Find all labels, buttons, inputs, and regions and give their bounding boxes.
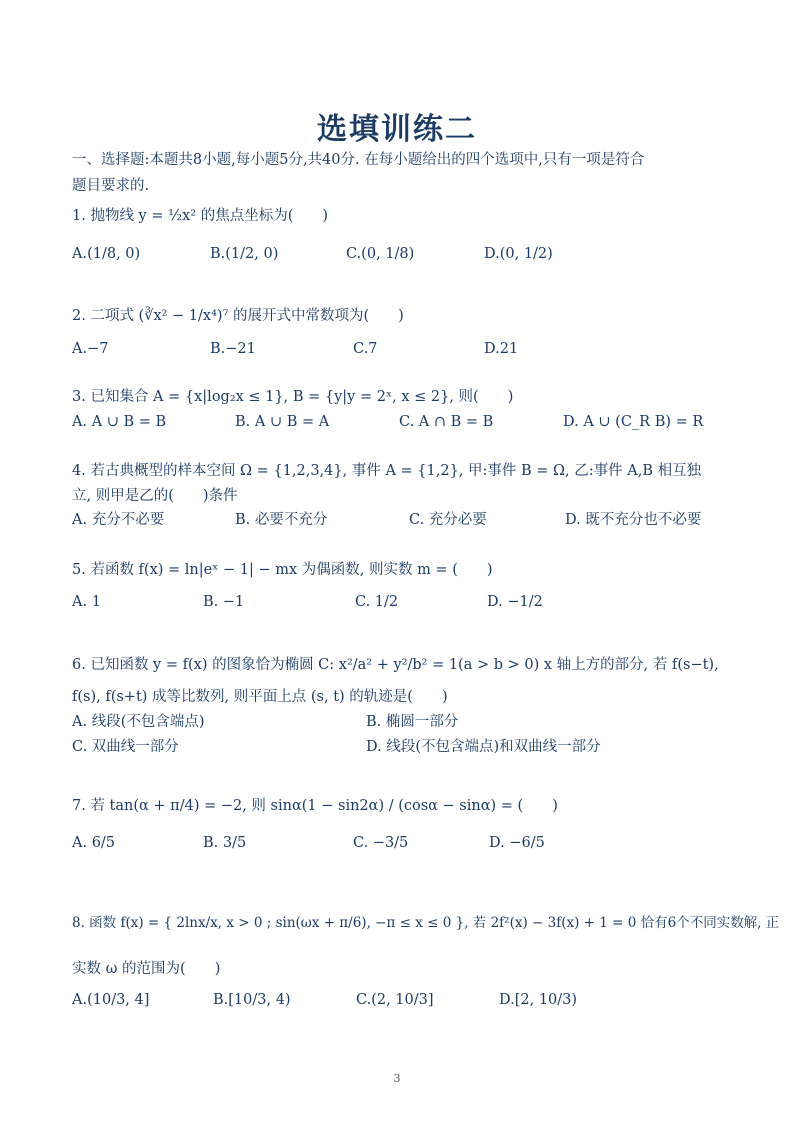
question-6-stem-cont: f(s), f(s+t) 成等比数列, 则平面上点 (s, t) 的轨迹是( ) — [72, 689, 448, 705]
question-5-option-d: D. −1/2 — [487, 594, 543, 610]
question-2-option-a: A.−7 — [72, 341, 109, 357]
question-8-stem: 8. 函数 f(x) = { 2lnx/x, x > 0 ; sin(ωx + π/6), −π ≤ x ≤ 0 }, 若 2f²(x) − 3f(x) + 1 = 0 恰有6个不同实数解, 正 — [72, 915, 780, 931]
question-1-stem: 1. 抛物线 y = ½x² 的焦点坐标为( ) — [72, 208, 329, 224]
section-intro-line1: 一、选择题:本题共8小题,每小题5分,共40分. 在每小题给出的四个选项中,只有一项是符合 — [72, 152, 645, 168]
question-1-option-c: C.(0, 1/8) — [346, 246, 415, 262]
question-1-option-a: A.(1/8, 0) — [72, 246, 141, 262]
question-4-stem: 4. 若古典概型的样本空间 Ω = {1,2,3,4}, 事件 A = {1,2}, 甲:事件 B = Ω, 乙:事件 A,B 相互独 — [72, 463, 702, 479]
question-7-option-b: B. 3/5 — [203, 835, 247, 851]
question-2-option-b: B.−21 — [210, 341, 256, 357]
question-6-option-b: B. 椭圆一部分 — [366, 714, 459, 730]
question-4-option-a: A. 充分不必要 — [72, 512, 165, 528]
question-2-stem: 2. 二项式 (∛x² − 1/x⁴)⁷ 的展开式中常数项为( ) — [72, 308, 404, 324]
question-7-stem: 7. 若 tan(α + π/4) = −2, 则 sinα(1 − sin2α) / (cosα − sinα) = ( ) — [72, 798, 558, 814]
question-8-option-c: C.(2, 10/3] — [356, 992, 434, 1008]
question-4-stem-cont: 立, 则甲是乙的( )条件 — [72, 488, 238, 504]
question-6-option-c: C. 双曲线一部分 — [72, 739, 179, 755]
page-number: 3 — [393, 1072, 401, 1085]
question-2-option-d: D.21 — [484, 341, 519, 357]
question-8-stem-cont: 实数 ω 的范围为( ) — [72, 961, 221, 977]
question-6-stem: 6. 已知函数 y = f(x) 的图象恰为椭圆 C: x²/a² + y²/b² = 1(a > b > 0) x 轴上方的部分, 若 f(s−t), — [72, 657, 719, 673]
question-3-option-d: D. A ∪ (C_R B) = R — [563, 414, 704, 430]
question-6-option-d: D. 线段(不包含端点)和双曲线一部分 — [366, 739, 601, 755]
question-7-option-a: A. 6/5 — [72, 835, 116, 851]
question-4-option-b: B. 必要不充分 — [235, 512, 328, 528]
question-5-option-b: B. −1 — [203, 594, 245, 610]
question-3-option-a: A. A ∪ B = B — [72, 414, 167, 430]
question-8-option-a: A.(10/3, 4] — [72, 992, 150, 1008]
question-7-option-c: C. −3/5 — [353, 835, 409, 851]
question-5-option-c: C. 1/2 — [355, 594, 399, 610]
question-6-option-a: A. 线段(不包含端点) — [72, 714, 205, 730]
question-8-option-d: D.[2, 10/3) — [499, 992, 578, 1008]
question-3-stem: 3. 已知集合 A = {x|log₂x ≤ 1}, B = {y|y = 2ˣ, x ≤ 2}, 则( ) — [72, 389, 514, 405]
question-5-stem: 5. 若函数 f(x) = ln|eˣ − 1| − mx 为偶函数, 则实数 m = ( ) — [72, 562, 493, 578]
question-4-option-d: D. 既不充分也不必要 — [565, 512, 702, 528]
question-1-option-b: B.(1/2, 0) — [210, 246, 279, 262]
page-title: 选填训练二 — [317, 112, 477, 147]
section-intro-line2: 题目要求的. — [72, 178, 150, 194]
question-3-option-b: B. A ∪ B = A — [235, 414, 330, 430]
question-5-option-a: A. 1 — [72, 594, 101, 610]
question-2-option-c: C.7 — [353, 341, 378, 357]
question-7-option-d: D. −6/5 — [489, 835, 545, 851]
question-4-option-c: C. 充分必要 — [409, 512, 487, 528]
question-3-option-c: C. A ∩ B = B — [399, 414, 494, 430]
question-8-option-b: B.[10/3, 4) — [213, 992, 291, 1008]
question-1-option-d: D.(0, 1/2) — [484, 246, 553, 262]
